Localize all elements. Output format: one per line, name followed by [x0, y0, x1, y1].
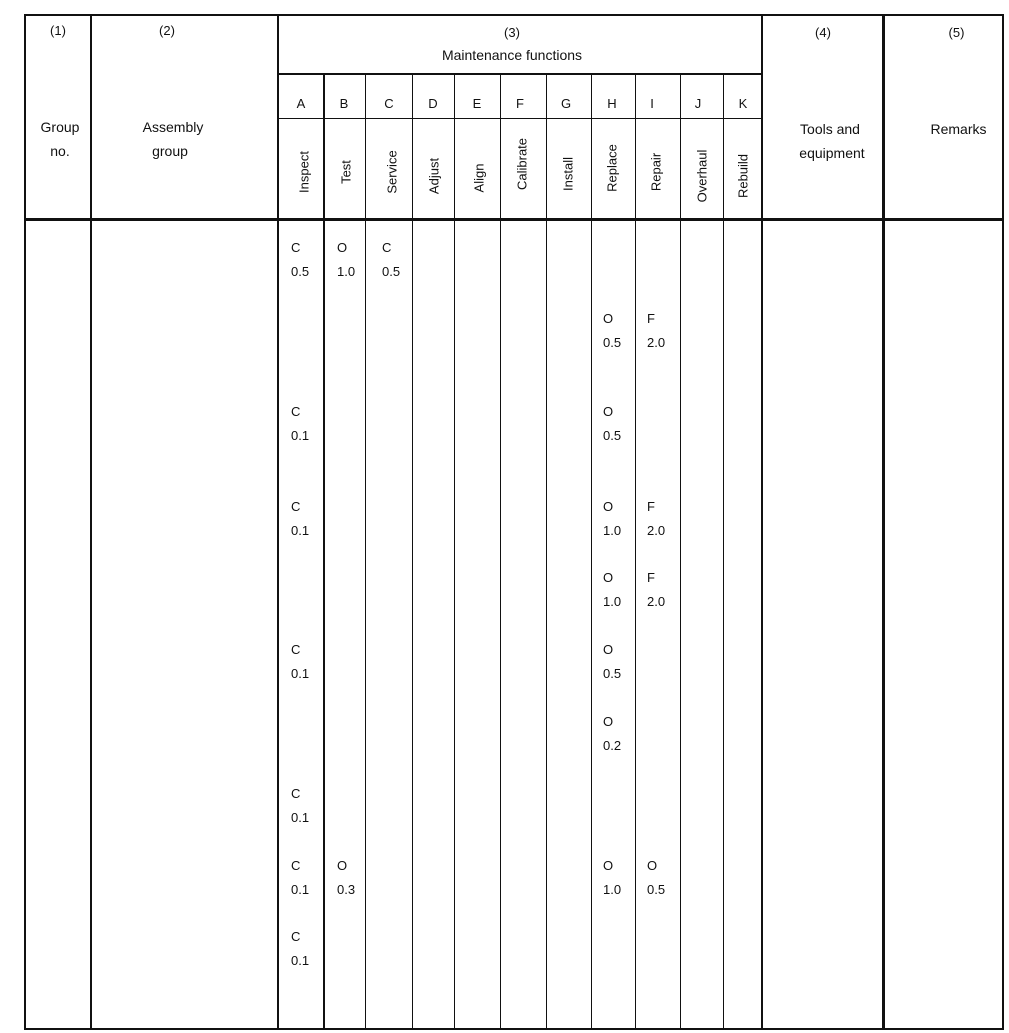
function-letter-c: C: [384, 96, 394, 111]
group-no-label-line1: Group: [40, 119, 80, 135]
top-border: [24, 14, 1004, 16]
entry-service: C 0.5: [382, 240, 401, 279]
entry-replace: O 1.0: [603, 570, 622, 609]
function-name-align: Align: [471, 163, 487, 193]
entry-inspect: C 0.1: [291, 786, 310, 825]
function-name-calibrate: Calibrate: [514, 137, 530, 191]
entry-replace: O 0.2: [603, 714, 622, 753]
maintenance-functions-number: (3): [504, 25, 520, 40]
entry-inspect: C 0.1: [291, 404, 310, 443]
entry-inspect: C 0.5: [291, 240, 310, 279]
maintenance-title-rule: [278, 73, 762, 75]
entry-inspect: C 0.1: [291, 642, 310, 681]
function-name-install: Install: [560, 157, 576, 191]
tools-label-line2: equipment: [799, 145, 865, 161]
function-name-inspect: Inspect: [296, 151, 312, 193]
tools-label-line1: Tools and: [800, 121, 860, 137]
function-letter-k: K: [738, 96, 748, 111]
function-name-adjust: Adjust: [426, 157, 442, 195]
bottom-border: [24, 1028, 1004, 1030]
maintenance-functions-title: Maintenance functions: [441, 47, 583, 63]
function-letter-a: A: [296, 96, 306, 111]
entry-replace: O 1.0: [603, 499, 622, 538]
function-name-test: Test: [338, 160, 354, 184]
col-divider: [680, 75, 681, 1030]
entry-replace: O 0.5: [603, 404, 622, 443]
col-divider: [635, 75, 636, 1030]
col-divider: [546, 75, 547, 1030]
function-letter-b: B: [339, 96, 349, 111]
entry-inspect: C 0.1: [291, 929, 310, 968]
function-letter-d: D: [428, 96, 438, 111]
entry-test: O 1.0: [337, 240, 356, 279]
letter-row-rule: [278, 118, 762, 119]
function-name-repair: Repair: [648, 152, 664, 192]
col-divider: [90, 14, 92, 1030]
right-border: [1002, 14, 1004, 1030]
function-name-replace: Replace: [604, 144, 620, 192]
col-divider: [365, 75, 366, 1030]
function-letter-i: I: [650, 96, 654, 111]
col-divider: [591, 75, 592, 1030]
entry-repair: F 2.0: [647, 311, 666, 350]
col-divider: [277, 14, 279, 1030]
function-name-service: Service: [384, 150, 400, 194]
assembly-group-label-line1: Assembly: [142, 119, 204, 135]
remarks-number: (5): [948, 25, 965, 40]
assembly-group-number: (2): [159, 23, 175, 38]
assembly-group-label-line2: group: [152, 143, 188, 159]
entry-replace: O 1.0: [603, 858, 622, 897]
entry-replace: O 0.5: [603, 642, 622, 681]
col-divider: [412, 75, 413, 1030]
function-letter-h: H: [607, 96, 617, 111]
entry-inspect: C 0.1: [291, 858, 310, 897]
entry-replace: O 0.5: [603, 311, 622, 350]
function-name-overhaul: Overhaul: [694, 149, 710, 203]
function-letter-j: J: [694, 96, 702, 111]
group-no-number: (1): [50, 23, 66, 38]
entry-test: O 0.3: [337, 858, 356, 897]
entry-repair: F 2.0: [647, 499, 666, 538]
function-letter-e: E: [472, 96, 482, 111]
col-divider: [882, 14, 885, 1030]
entry-repair: O 0.5: [647, 858, 666, 897]
col-divider: [723, 75, 724, 1030]
col-divider: [500, 75, 501, 1030]
col-divider: [761, 14, 763, 1030]
col-divider: [323, 75, 325, 1030]
entry-inspect: C 0.1: [291, 499, 310, 538]
remarks-label: Remarks: [930, 121, 987, 137]
left-border: [24, 14, 26, 1030]
function-name-rebuild: Rebuild: [735, 153, 751, 199]
header-bottom-rule: [24, 218, 1004, 221]
tools-number: (4): [815, 25, 831, 40]
function-letter-f: F: [516, 96, 524, 111]
entry-repair: F 2.0: [647, 570, 666, 609]
col-divider: [454, 75, 455, 1030]
function-letter-g: G: [560, 96, 572, 111]
group-no-label-line2: no.: [50, 143, 70, 159]
